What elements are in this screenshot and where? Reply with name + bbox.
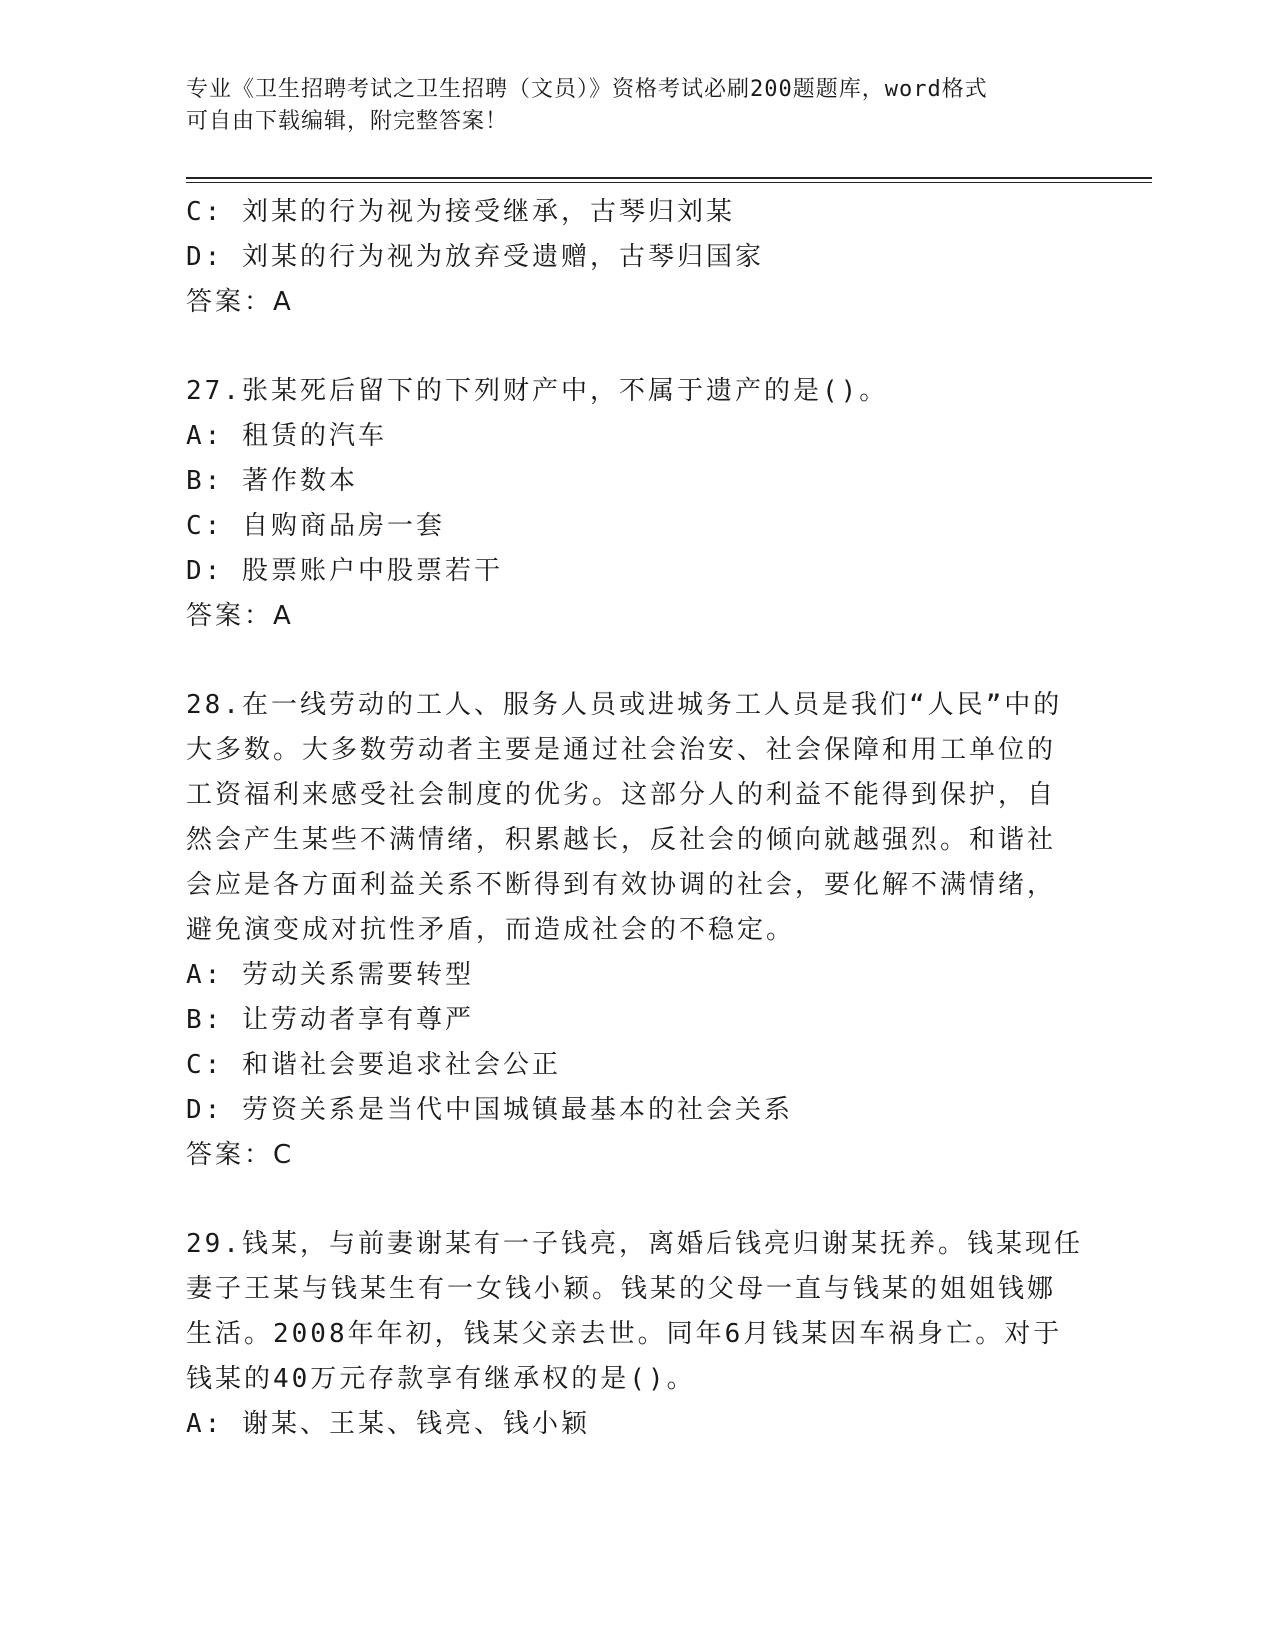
option-c: C: 自购商品房一套 (186, 511, 445, 541)
question-28 (186, 683, 1086, 1178)
question-stem: 27.张某死后留下的下列财产中，不属于遗产的是()。 (186, 376, 889, 406)
stem-line: 29.钱某，与前妻谢某有一子钱亮，离婚后钱亮归谢某抚养。钱某现任 (186, 1229, 1083, 1259)
header-rule-thick (186, 177, 1152, 179)
spacer (186, 1178, 1086, 1222)
header-line-2: 可自由下载编辑，附完整答案！ (186, 109, 509, 134)
spacer (186, 325, 1086, 369)
stem-line: 然会产生某些不满情绪，积累越长，反社会的倾向就越强烈。和谐社 (186, 825, 1057, 855)
option-a: A: 租赁的汽车 (186, 421, 387, 451)
question-29 (186, 1222, 1086, 1447)
stem-line: 妻子王某与钱某生有一女钱小颖。钱某的父母一直与钱某的姐姐钱娜 (186, 1274, 1057, 1304)
stem-line: 大多数。大多数劳动者主要是通过社会治安、社会保障和用工单位的 (186, 735, 1057, 765)
option-d: D: 刘某的行为视为放弃受遗赠，古琴归国家 (186, 242, 764, 272)
stem-line: 钱某的40万元存款享有继承权的是()。 (186, 1364, 696, 1394)
answer: 答案：C (186, 1140, 295, 1170)
stem-line: 工资福利来感受社会制度的优劣。这部分人的利益不能得到保护，自 (186, 780, 1057, 810)
question-stem (186, 1222, 1086, 1402)
answer: 答案：A (186, 601, 294, 631)
option-b: B: 让劳动者享有尊严 (186, 1005, 474, 1035)
page-header (186, 74, 1066, 138)
option-d: D: 劳资关系是当代中国城镇最基本的社会关系 (186, 1095, 793, 1125)
option-d: D: 股票账户中股票若干 (186, 556, 503, 586)
answer: 答案：A (186, 287, 294, 317)
option-a: A: 谢某、王某、钱亮、钱小颖 (186, 1409, 590, 1439)
header-rule-thin (186, 182, 1152, 183)
stem-line: 会应是各方面利益关系不断得到有效协调的社会，要化解不满情绪， (186, 870, 1057, 900)
page-content (186, 190, 1086, 1447)
option-c: C: 和谐社会要追求社会公正 (186, 1050, 561, 1080)
option-a: A: 劳动关系需要转型 (186, 960, 474, 990)
stem-line: 避免演变成对抗性矛盾，而造成社会的不稳定。 (186, 915, 796, 945)
question-27 (186, 369, 1086, 639)
stem-line: 28.在一线劳动的工人、服务人员或进城务工人员是我们“人民”中的 (186, 690, 1063, 720)
option-b: B: 著作数本 (186, 466, 358, 496)
question-26-tail (186, 190, 1086, 325)
spacer (186, 639, 1086, 683)
question-stem (186, 683, 1086, 953)
header-line-1: 专业《卫生招聘考试之卫生招聘（文员）》资格考试必刷200题题库，word格式 (186, 77, 988, 102)
stem-line: 生活。2008年年初，钱某父亲去世。同年6月钱某因车祸身亡。对于 (186, 1319, 1063, 1349)
option-c: C: 刘某的行为视为接受继承，古琴归刘某 (186, 197, 735, 227)
